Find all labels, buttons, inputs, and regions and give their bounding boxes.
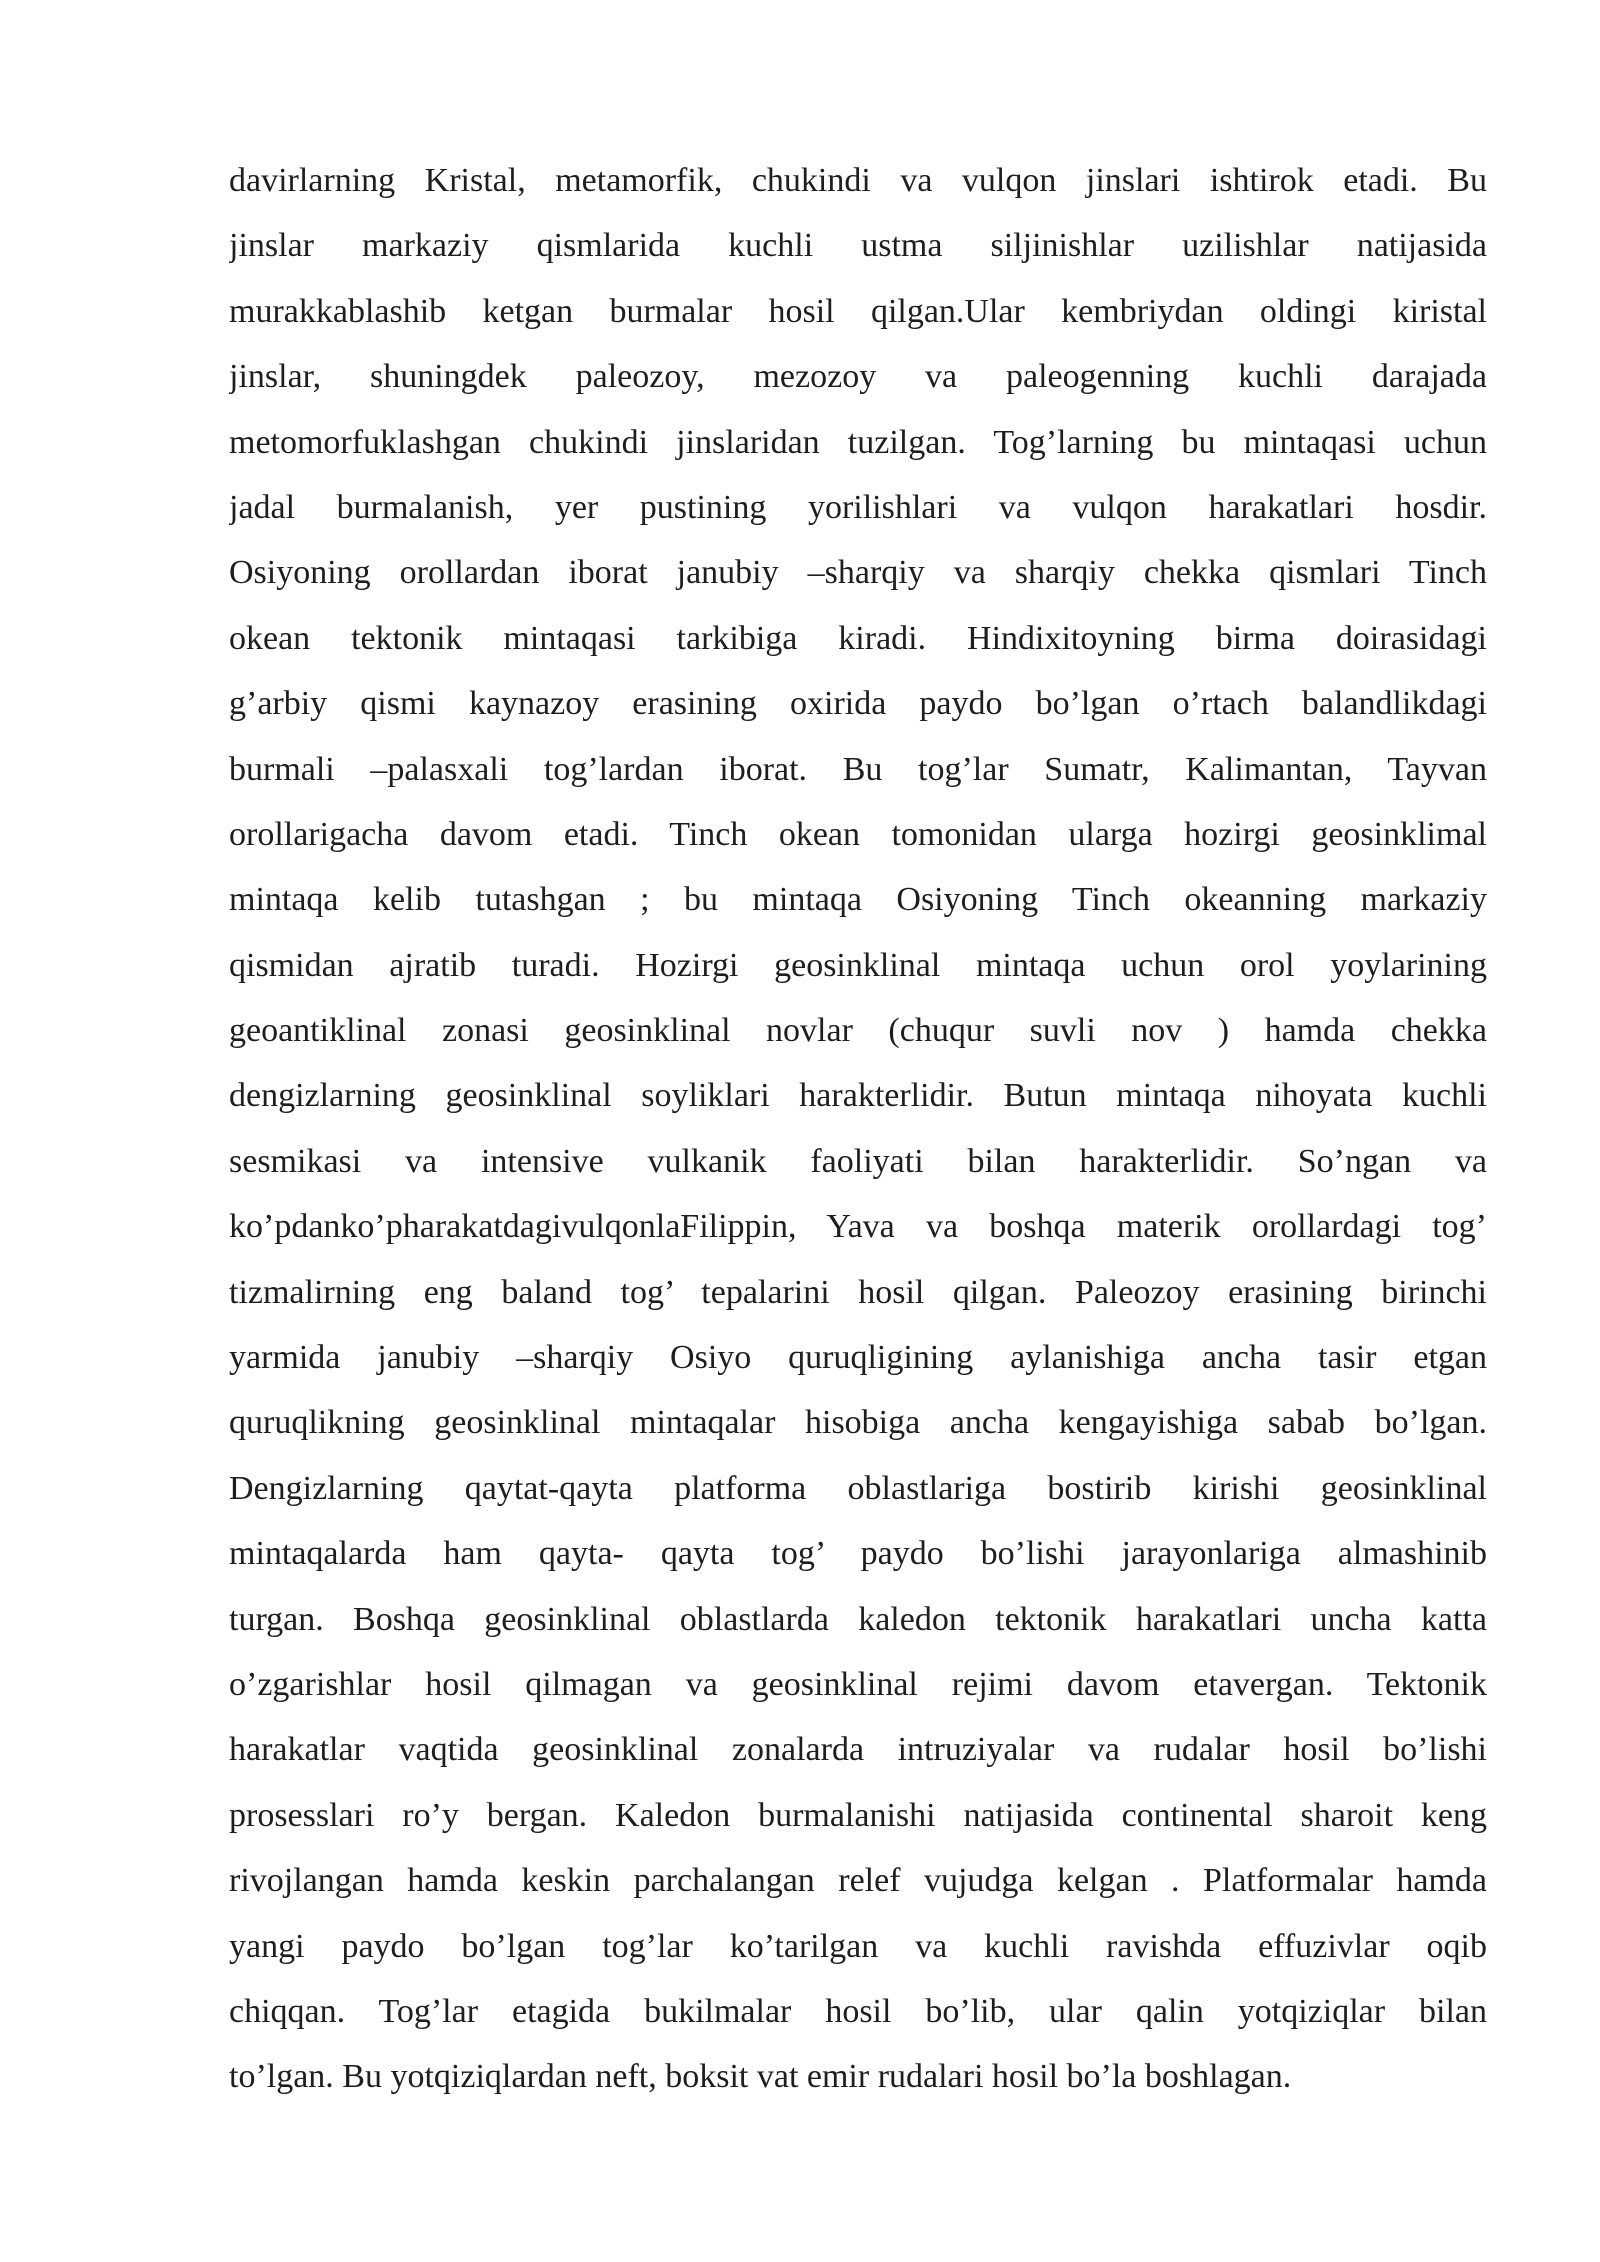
text-line-22: mintaqalarda ham qayta- qayta tog’ paydo bo’lishi jarayonlariga almashinib xyxy=(229,1535,1487,1573)
text-line-18: tizmalirning eng baland tog’ tepalarini hosil qilgan. Paleozoy erasining birinchi xyxy=(229,1273,1487,1311)
text-line-13: qismidan ajratib turadi. Hozirgi geosinklinal mintaqa uchun orol yoylarining xyxy=(229,946,1487,984)
text-line-27: rivojlangan hamda keskin parchalangan relef vujudga kelgan . Platformalar hamda xyxy=(229,1862,1487,1900)
text-line-28: yangi paydo bo’lgan tog’lar ko’tarilgan va kuchli ravishda effuzivlar oqib xyxy=(229,1927,1487,1965)
text-line-21: Dengizlarning qaytat-qayta platforma oblastlariga bostirib kirishi geosinklinal xyxy=(229,1469,1487,1507)
text-line-30: to’lgan. Bu yotqiziqlardan neft, boksit vat emir rudalari hosil bo’la boshlagan. xyxy=(229,2058,1292,2096)
text-line-26: prosesslari ro’y bergan. Kaledon burmalanishi natijasida continental sharoit keng xyxy=(229,1796,1487,1834)
text-line-29: chiqqan. Tog’lar etagida bukilmalar hosil bo’lib, ular qalin yotqiziqlar bilan xyxy=(229,1992,1487,2030)
text-line-14: geoantiklinal zonasi geosinklinal novlar (chuqur suvli nov ) hamda chekka xyxy=(229,1012,1487,1050)
text-line-11: orollarigacha davom etadi. Tinch okean tomonidan ularga hozirgi geosinklimal xyxy=(229,815,1487,853)
text-line-4: jinslar, shuningdek paleozoy, mezozoy va paleogenning kuchli darajada xyxy=(229,358,1487,396)
text-line-3: murakkablashib ketgan burmalar hosil qilgan.Ular kembriydan oldingi kiristal xyxy=(229,292,1487,330)
text-line-24: o’zgarishlar hosil qilmagan va geosinklinal rejimi davom etavergan. Tektonik xyxy=(229,1665,1487,1703)
text-line-1: davirlarning Kristal, metamorfik, chukindi va vulqon jinslari ishtirok etadi. Bu xyxy=(229,162,1487,199)
text-line-19: yarmida janubiy –sharqiy Osiyo quruqligining aylanishiga ancha tasir etgan xyxy=(229,1339,1487,1377)
text-line-8: okean tektonik mintaqasi tarkibiga kiradi. Hindixitoyning birma doirasidagi xyxy=(229,619,1487,657)
text-line-23: turgan. Boshqa geosinklinal oblastlarda kaledon tektonik harakatlari uncha katta xyxy=(229,1600,1487,1638)
text-line-16: sesmikasi va intensive vulkanik faoliyati bilan harakterlidir. So’ngan va xyxy=(229,1142,1487,1180)
text-line-20: quruqlikning geosinklinal mintaqalar hisobiga ancha kengayishiga sabab bo’lgan. xyxy=(229,1404,1487,1442)
text-line-2: jinslar markaziy qismlarida kuchli ustma siljinishlar uzilishlar natijasida xyxy=(229,227,1487,265)
text-line-15: dengizlarning geosinklinal soyliklari harakterlidir. Butun mintaqa nihoyata kuchli xyxy=(229,1077,1487,1115)
text-line-9: g’arbiy qismi kaynazoy erasining oxirida paydo bo’lgan o’rtach balandlikdagi xyxy=(229,685,1487,723)
text-line-10: burmali –palasxali tog’lardan iborat. Bu tog’lar Sumatr, Kalimantan, Tayvan xyxy=(229,750,1487,788)
text-line-7: Osiyoning orollardan iborat janubiy –sharqiy va sharqiy chekka qismlari Tinch xyxy=(229,554,1487,592)
text-line-25: harakatlar vaqtida geosinklinal zonalarda intruziyalar va rudalar hosil bo’lishi xyxy=(229,1731,1487,1769)
text-line-5: metomorfuklashgan chukindi jinslaridan tuzilgan. Tog’larning bu mintaqasi uchun xyxy=(229,423,1487,461)
text-line-17: ko’pdanko’pharakatdagivulqonlaFilippin, Yava va boshqa materik orollardagi tog’ xyxy=(229,1208,1487,1246)
text-line-12: mintaqa kelib tutashgan ; bu mintaqa Osiyoning Tinch okeanning markaziy xyxy=(229,881,1487,919)
body-paragraph xyxy=(229,148,1487,2110)
text-line-6: jadal burmalanish, yer pustining yorilishlari va vulqon harakatlari hosdir. xyxy=(229,488,1487,526)
